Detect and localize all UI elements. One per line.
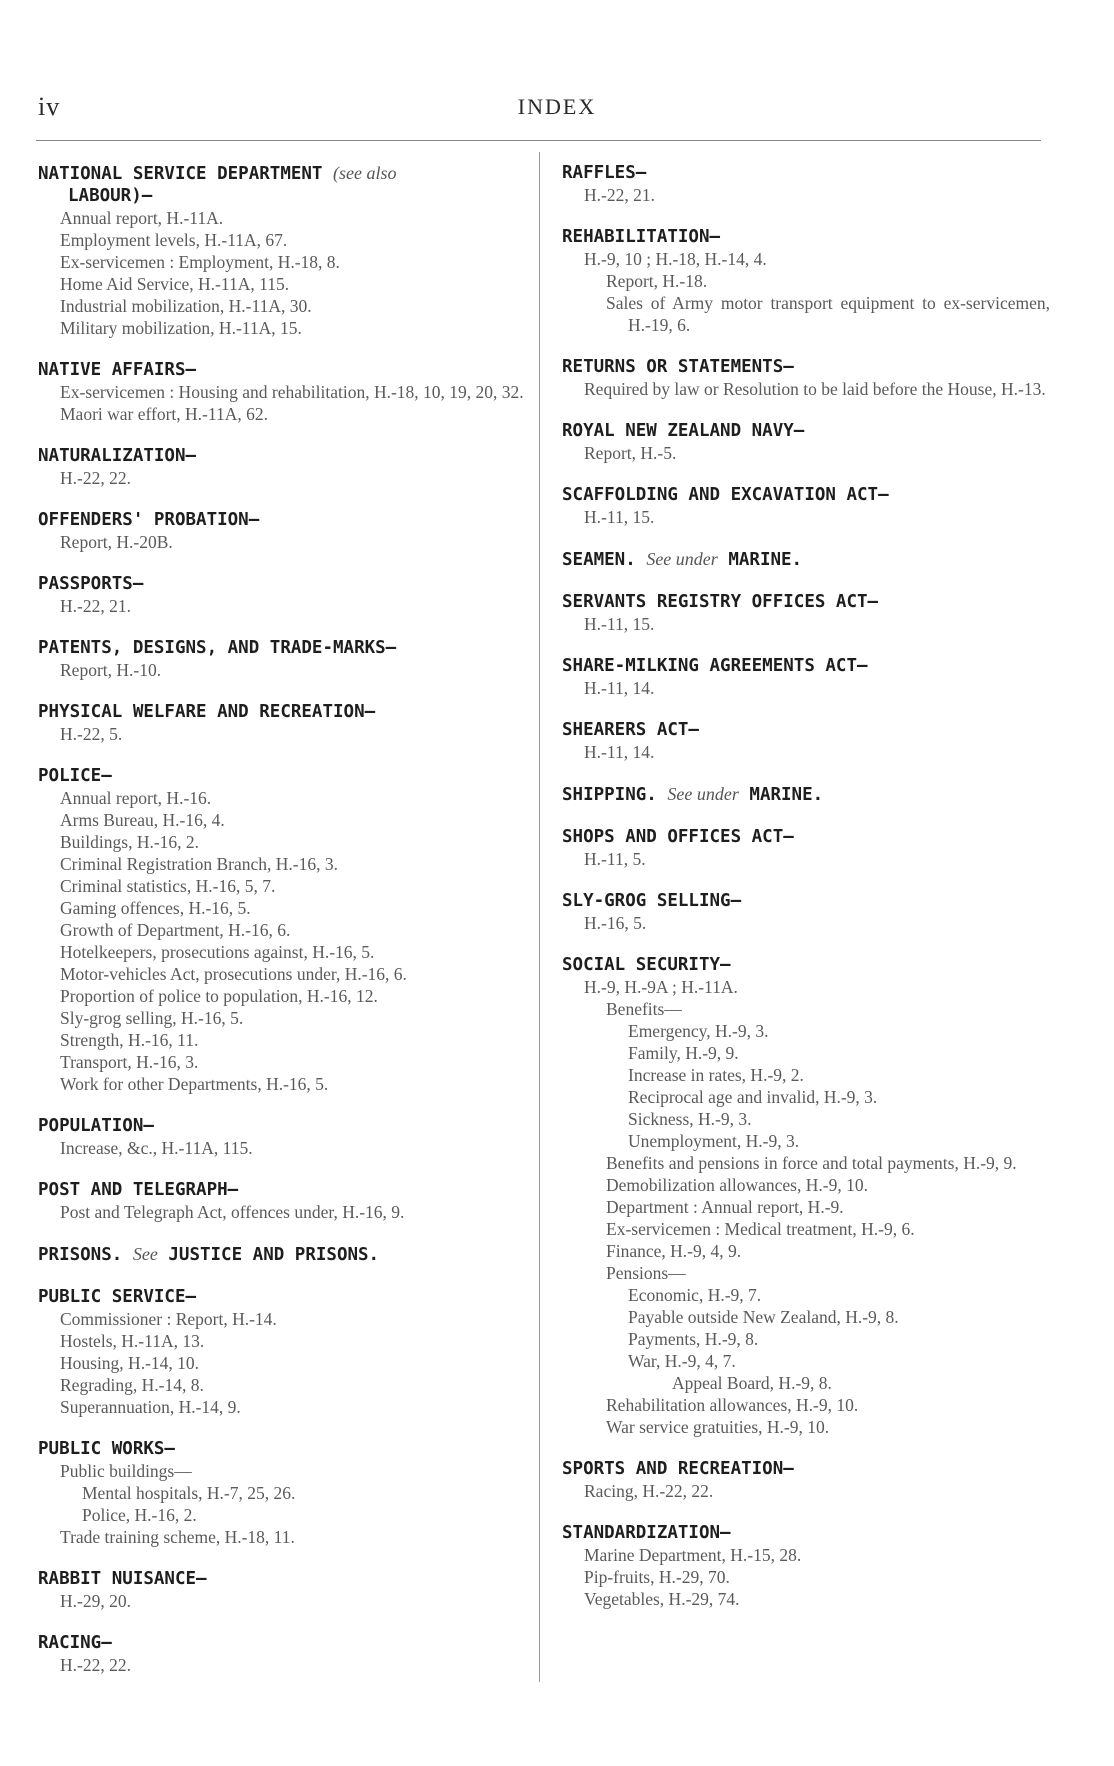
index-entry	[38, 1179, 533, 1223]
see-reference: See under	[667, 784, 739, 804]
entry-line: Hostels, H.-11A, 13.	[60, 1331, 205, 1351]
column-divider	[539, 152, 540, 1682]
entry-heading: SPORTS AND RECREATION—	[562, 1459, 794, 1479]
entry-line: Superannuation, H.-14, 9.	[60, 1397, 241, 1417]
entry-line: Pip-fruits, H.-29, 70.	[584, 1567, 730, 1587]
entry-line: Report, H.-18.	[606, 271, 708, 291]
entry-line: Employment levels, H.-11A, 67.	[60, 230, 288, 250]
entry-heading: SHEARERS ACT—	[562, 720, 699, 740]
entry-line: H.-11, 15.	[584, 507, 655, 527]
entry-line: Required by law or Resolution to be laid before the House, H.-13.	[584, 379, 1046, 399]
entry-line: Transport, H.-16, 3.	[60, 1052, 199, 1072]
entry-line: Report, H.-10.	[60, 660, 162, 680]
entry-line: H.-29, 20.	[60, 1591, 131, 1611]
entry-subline: Payable outside New Zealand, H.-9, 8.	[628, 1307, 899, 1327]
index-entry	[38, 509, 533, 553]
entry-heading: PATENTS, DESIGNS, AND TRADE-MARKS—	[38, 638, 397, 658]
entry-heading: OFFENDERS' PROBATION—	[38, 510, 260, 530]
index-entry	[38, 1115, 533, 1159]
entry-line: H.-9, H.-9A ; H.-11A.	[584, 977, 738, 997]
entry-heading: REHABILITATION—	[562, 227, 721, 247]
entry-line: H.-11, 5.	[584, 849, 646, 869]
index-entry	[38, 162, 533, 339]
entry-line: H.-11, 14.	[584, 678, 655, 698]
entry-subline: Reciprocal age and invalid, H.-9, 3.	[628, 1087, 878, 1107]
entry-line: Annual report, H.-16.	[60, 788, 212, 808]
entry-line: Arms Bureau, H.-16, 4.	[60, 810, 225, 830]
entry-line: Criminal Registration Branch, H.-16, 3.	[60, 854, 339, 874]
entry-line: Gaming offences, H.-16, 5.	[60, 898, 251, 918]
entry-line: Sales of Army motor transport equipment to ex-servicemen, H.-19, 6.	[606, 293, 1050, 335]
entry-heading: SLY-GROG SELLING—	[562, 891, 742, 911]
entry-heading: SHARE-MILKING AGREEMENTS ACT—	[562, 656, 868, 676]
entry-line: Post and Telegraph Act, offences under, H.-16, 9.	[60, 1202, 405, 1222]
entry-subline: Unemployment, H.-9, 3.	[628, 1131, 800, 1151]
entry-line: H.-9, 10 ; H.-18, H.-14, 4.	[584, 249, 767, 269]
entry-line: Ex-servicemen : Employment, H.-18, 8.	[60, 252, 340, 272]
index-entry	[38, 765, 533, 1095]
entry-heading: PASSPORTS—	[38, 574, 144, 594]
index-entry	[38, 1286, 533, 1418]
see-reference: See	[132, 1244, 158, 1264]
entry-heading: RACING—	[38, 1633, 112, 1653]
index-entry	[562, 548, 1050, 571]
entry-subline: Family, H.-9, 9.	[628, 1043, 739, 1063]
index-entry	[562, 783, 1050, 806]
index-entry	[38, 1243, 533, 1266]
index-entry	[38, 573, 533, 617]
entry-line: H.-22, 22.	[60, 468, 131, 488]
entry-line: Trade training scheme, H.-18, 11.	[60, 1527, 295, 1547]
entry-line: Report, H.-5.	[584, 443, 677, 463]
entry-heading: SOCIAL SECURITY—	[562, 955, 731, 975]
entry-subline: Sickness, H.-9, 3.	[628, 1109, 752, 1129]
index-entry	[38, 359, 533, 425]
header-rule	[36, 140, 1041, 141]
entry-line: Growth of Department, H.-16, 6.	[60, 920, 291, 940]
index-entry	[38, 637, 533, 681]
index-entry	[562, 655, 1050, 699]
entry-subline: War, H.-9, 4, 7.	[628, 1351, 736, 1371]
index-entry	[562, 719, 1050, 763]
entry-line: Vegetables, H.-29, 74.	[584, 1589, 740, 1609]
entry-line: Racing, H.-22, 22.	[584, 1481, 714, 1501]
entry-heading: SHOPS AND OFFICES ACT—	[562, 827, 794, 847]
page-number: iv	[38, 92, 61, 121]
index-entry	[38, 1438, 533, 1548]
entry-line: H.-22, 21.	[60, 596, 131, 616]
entry-line: Ex-servicemen : Housing and rehabilitation, H.-18, 10, 19, 20, 32.	[60, 382, 524, 402]
index-entry	[38, 1568, 533, 1612]
entry-line: Buildings, H.-16, 2.	[60, 832, 200, 852]
entry-line: H.-22, 22.	[60, 1655, 131, 1675]
page-title: INDEX	[517, 94, 597, 119]
entry-line: Pensions—	[606, 1263, 686, 1283]
entry-line: Work for other Departments, H.-16, 5.	[60, 1074, 329, 1094]
entry-subline: Emergency, H.-9, 3.	[628, 1021, 769, 1041]
entry-heading: SCAFFOLDING AND EXCAVATION ACT—	[562, 485, 889, 505]
index-entry	[562, 890, 1050, 934]
entry-line: Report, H.-20B.	[60, 532, 173, 552]
entry-line: Benefits and pensions in force and total payments, H.-9, 9.	[606, 1153, 1017, 1173]
index-entry	[562, 1522, 1050, 1610]
entry-line: H.-11, 15.	[584, 614, 655, 634]
entry-line: Finance, H.-9, 4, 9.	[606, 1241, 742, 1261]
entry-heading: NATIONAL SERVICE DEPARTMENT (see also LABOUR)—	[38, 163, 397, 206]
index-entry	[562, 484, 1050, 528]
entry-line: War service gratuities, H.-9, 10.	[606, 1417, 830, 1437]
index-entry	[562, 420, 1050, 464]
entry-heading: NATURALIZATION—	[38, 446, 197, 466]
index-entry	[38, 1632, 533, 1676]
entry-heading: POLICE—	[38, 766, 112, 786]
entry-subline: Payments, H.-9, 8.	[628, 1329, 759, 1349]
entry-line: Public buildings—	[60, 1461, 192, 1481]
entry-line: Benefits—	[606, 999, 682, 1019]
entry-line: Marine Department, H.-15, 28.	[584, 1545, 802, 1565]
entry-line: Hotelkeepers, prosecutions against, H.-16, 5.	[60, 942, 375, 962]
cross-reference: (see also	[333, 163, 397, 183]
entry-line: Sly-grog selling, H.-16, 5.	[60, 1008, 244, 1028]
entry-line: Motor-vehicles Act, prosecutions under, H.-16, 6.	[60, 964, 407, 984]
entry-line: H.-11, 14.	[584, 742, 655, 762]
entry-heading: SEAMEN. See under MARINE.	[562, 549, 803, 570]
entry-line: Commissioner : Report, H.-14.	[60, 1309, 277, 1329]
entry-line: Criminal statistics, H.-16, 5, 7.	[60, 876, 276, 896]
index-entry	[562, 356, 1050, 400]
entry-line: Home Aid Service, H.-11A, 115.	[60, 274, 290, 294]
entry-heading: RAFFLES—	[562, 163, 647, 183]
index-entry	[562, 591, 1050, 635]
entry-subline: Police, H.-16, 2.	[82, 1505, 197, 1525]
entry-heading: PHYSICAL WELFARE AND RECREATION—	[38, 702, 376, 722]
entry-subline: Economic, H.-9, 7.	[628, 1285, 762, 1305]
entry-heading: RETURNS OR STATEMENTS—	[562, 357, 794, 377]
entry-heading: PRISONS. See JUSTICE AND PRISONS.	[38, 1244, 380, 1265]
entry-line: Strength, H.-16, 11.	[60, 1030, 199, 1050]
entry-heading: SHIPPING. See under MARINE.	[562, 784, 824, 805]
entry-line: Industrial mobilization, H.-11A, 30.	[60, 296, 312, 316]
entry-heading: PUBLIC SERVICE—	[38, 1287, 197, 1307]
entry-line: H.-22, 21.	[584, 185, 655, 205]
entry-line: Department : Annual report, H.-9.	[606, 1197, 844, 1217]
index-entry	[562, 1458, 1050, 1502]
entry-heading: PUBLIC WORKS—	[38, 1439, 175, 1459]
entry-line: Regrading, H.-14, 8.	[60, 1375, 204, 1395]
see-reference: See under	[646, 549, 718, 569]
entry-line: H.-22, 5.	[60, 724, 123, 744]
entry-subline: Increase in rates, H.-9, 2.	[628, 1065, 804, 1085]
entry-line: Military mobilization, H.-11A, 15.	[60, 318, 302, 338]
entry-line: Increase, &c., H.-11A, 115.	[60, 1138, 253, 1158]
index-entry	[562, 226, 1050, 336]
entry-line: Annual report, H.-11A.	[60, 208, 224, 228]
index-entry	[562, 826, 1050, 870]
index-entry	[562, 954, 1050, 1438]
entry-line: Rehabilitation allowances, H.-9, 10.	[606, 1395, 859, 1415]
entry-heading: NATIVE AFFAIRS—	[38, 360, 197, 380]
left-column	[38, 162, 533, 1696]
entry-line: Housing, H.-14, 10.	[60, 1353, 200, 1373]
entry-line: Maori war effort, H.-11A, 62.	[60, 404, 269, 424]
entry-heading: ROYAL NEW ZEALAND NAVY—	[562, 421, 805, 441]
entry-heading: POST AND TELEGRAPH—	[38, 1180, 239, 1200]
index-entry	[38, 445, 533, 489]
entry-heading: STANDARDIZATION—	[562, 1523, 731, 1543]
index-entry	[38, 701, 533, 745]
entry-heading: RABBIT NUISANCE—	[38, 1569, 207, 1589]
entry-line: Ex-servicemen : Medical treatment, H.-9, 6.	[606, 1219, 915, 1239]
index-entry	[562, 162, 1050, 206]
entry-line: Proportion of police to population, H.-16, 12.	[60, 986, 378, 1006]
entry-subline: Mental hospitals, H.-7, 25, 26.	[82, 1483, 296, 1503]
entry-heading: SERVANTS REGISTRY OFFICES ACT—	[562, 592, 879, 612]
entry-heading: POPULATION—	[38, 1116, 154, 1136]
entry-line: H.-16, 5.	[584, 913, 647, 933]
entry-subline: Appeal Board, H.-9, 8.	[672, 1373, 832, 1393]
entry-line: Demobilization allowances, H.-9, 10.	[606, 1175, 868, 1195]
right-column	[562, 162, 1050, 1630]
